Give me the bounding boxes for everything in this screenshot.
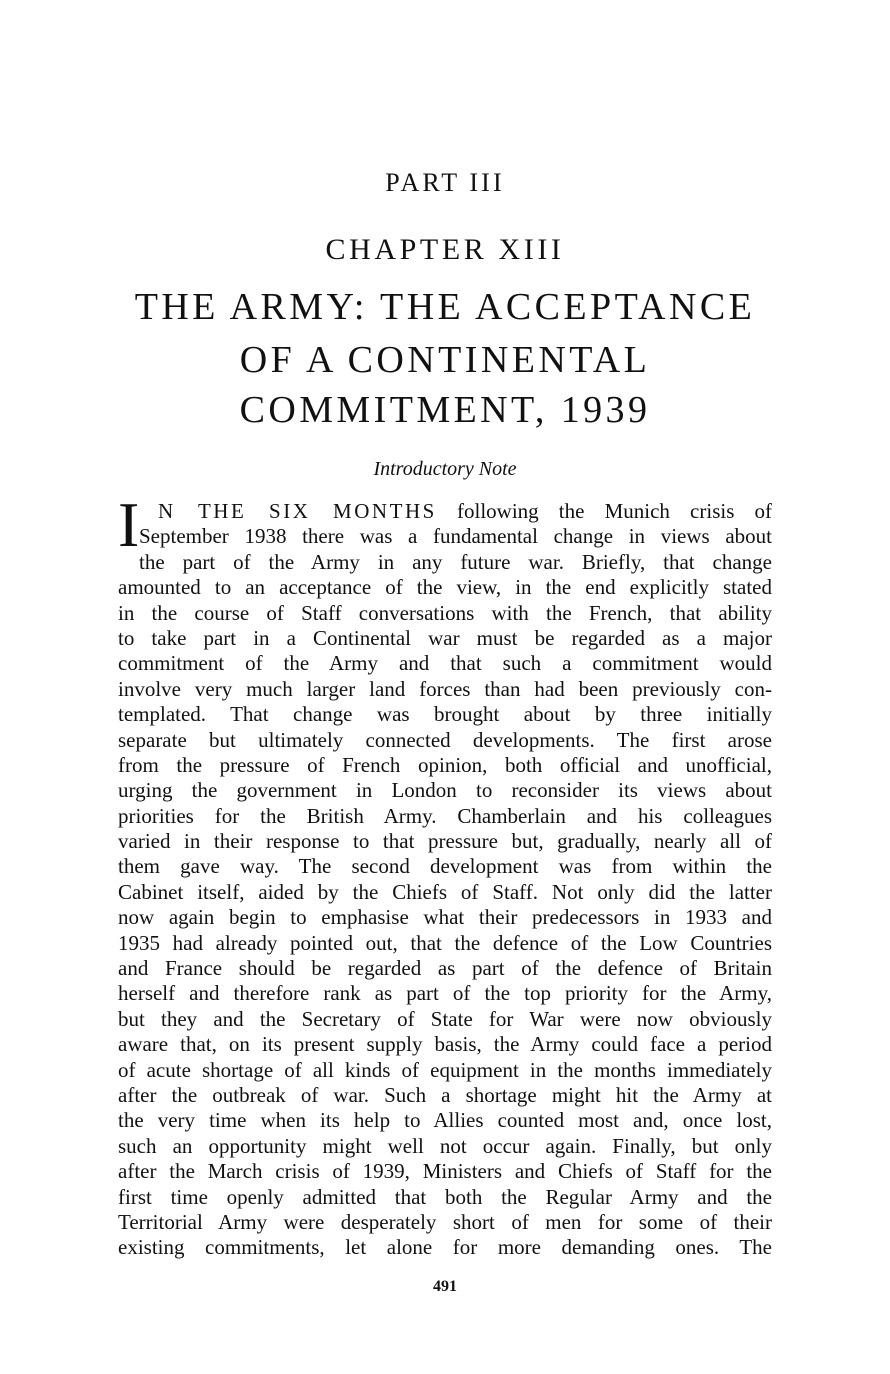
body-line: Territorial Army were desperately short of men for some of their	[118, 1209, 772, 1234]
body-line: priorities for the British Army. Chamberlain and his colleagues	[118, 803, 772, 828]
body-line: after the March crisis of 1939, Ministers and Chiefs of Staff for the	[118, 1159, 772, 1184]
lead-in-small-caps: N THE SIX MONTHS	[158, 499, 437, 523]
body-line: varied in their response to that pressure but, gradually, nearly all of	[118, 829, 772, 854]
section-subtitle: Introductory Note	[373, 458, 517, 480]
body-line: commitment of the Army and that such a commitment would	[118, 651, 772, 676]
body-line: from the pressure of French opinion, both official and unofficial,	[118, 752, 772, 777]
chapter-title-line-3: COMMITMENT, 1939	[239, 389, 651, 431]
body-line: first time openly admitted that both the Regular Army and the	[118, 1184, 772, 1209]
chapter-title-line-2: OF A CONTINENTAL	[239, 339, 651, 381]
body-line: and France should be regarded as part of the defence of Britain	[118, 956, 772, 981]
body-line: September 1938 there was a fundamental change in views about	[139, 524, 772, 549]
part-heading: PART III	[385, 168, 505, 197]
body-line: urging the government in London to reconsider its views about	[118, 778, 772, 803]
chapter-title-line-1: THE ARMY: THE ACCEPTANCE	[134, 286, 756, 328]
body-line: in the course of Staff conversations with the French, that ability	[118, 600, 772, 625]
body-line: them gave way. The second development was from within the	[118, 854, 772, 879]
body-line: separate but ultimately connected developments. The first arose	[118, 727, 772, 752]
body-line: aware that, on its present supply basis, the Army could face a period	[118, 1032, 772, 1057]
body-line: Cabinet itself, aided by the Chiefs of Staff. Not only did the latter	[118, 879, 772, 904]
page-number: 491	[433, 1278, 457, 1295]
body-line: the very time when its help to Allies counted most and, once lost,	[118, 1108, 772, 1133]
body-line: to take part in a Continental war must be regarded as a major	[118, 625, 772, 650]
body-line: now again begin to emphasise what their predecessors in 1933 and	[118, 905, 772, 930]
body-line: after the outbreak of war. Such a shortage might hit the Army at	[118, 1082, 772, 1107]
body-line: involve very much larger land forces than had been previously con-	[118, 676, 772, 701]
body-line: 1935 had already pointed out, that the defence of the Low Countries	[118, 930, 772, 955]
body-paragraph	[118, 499, 772, 1261]
body-line: herself and therefore rank as part of the top priority for the Army,	[118, 981, 772, 1006]
body-line: the part of the Army in any future war. Briefly, that change	[139, 549, 772, 574]
body-line-text: following the Munich crisis of	[436, 499, 772, 523]
body-line: templated. That change was brought about by three initially	[118, 702, 772, 727]
body-line	[158, 499, 772, 524]
body-line: such an opportunity might well not occur again. Finally, but only	[118, 1133, 772, 1158]
drop-cap: I	[118, 489, 140, 560]
body-line: amounted to an acceptance of the view, in the end explicitly stated	[118, 575, 772, 600]
body-line: but they and the Secretary of State for War were now obviously	[118, 1006, 772, 1031]
body-line: existing commitments, let alone for more demanding ones. The	[118, 1235, 772, 1260]
body-line: of acute shortage of all kinds of equipment in the months immediately	[118, 1057, 772, 1082]
chapter-heading: CHAPTER XIII	[325, 233, 565, 266]
